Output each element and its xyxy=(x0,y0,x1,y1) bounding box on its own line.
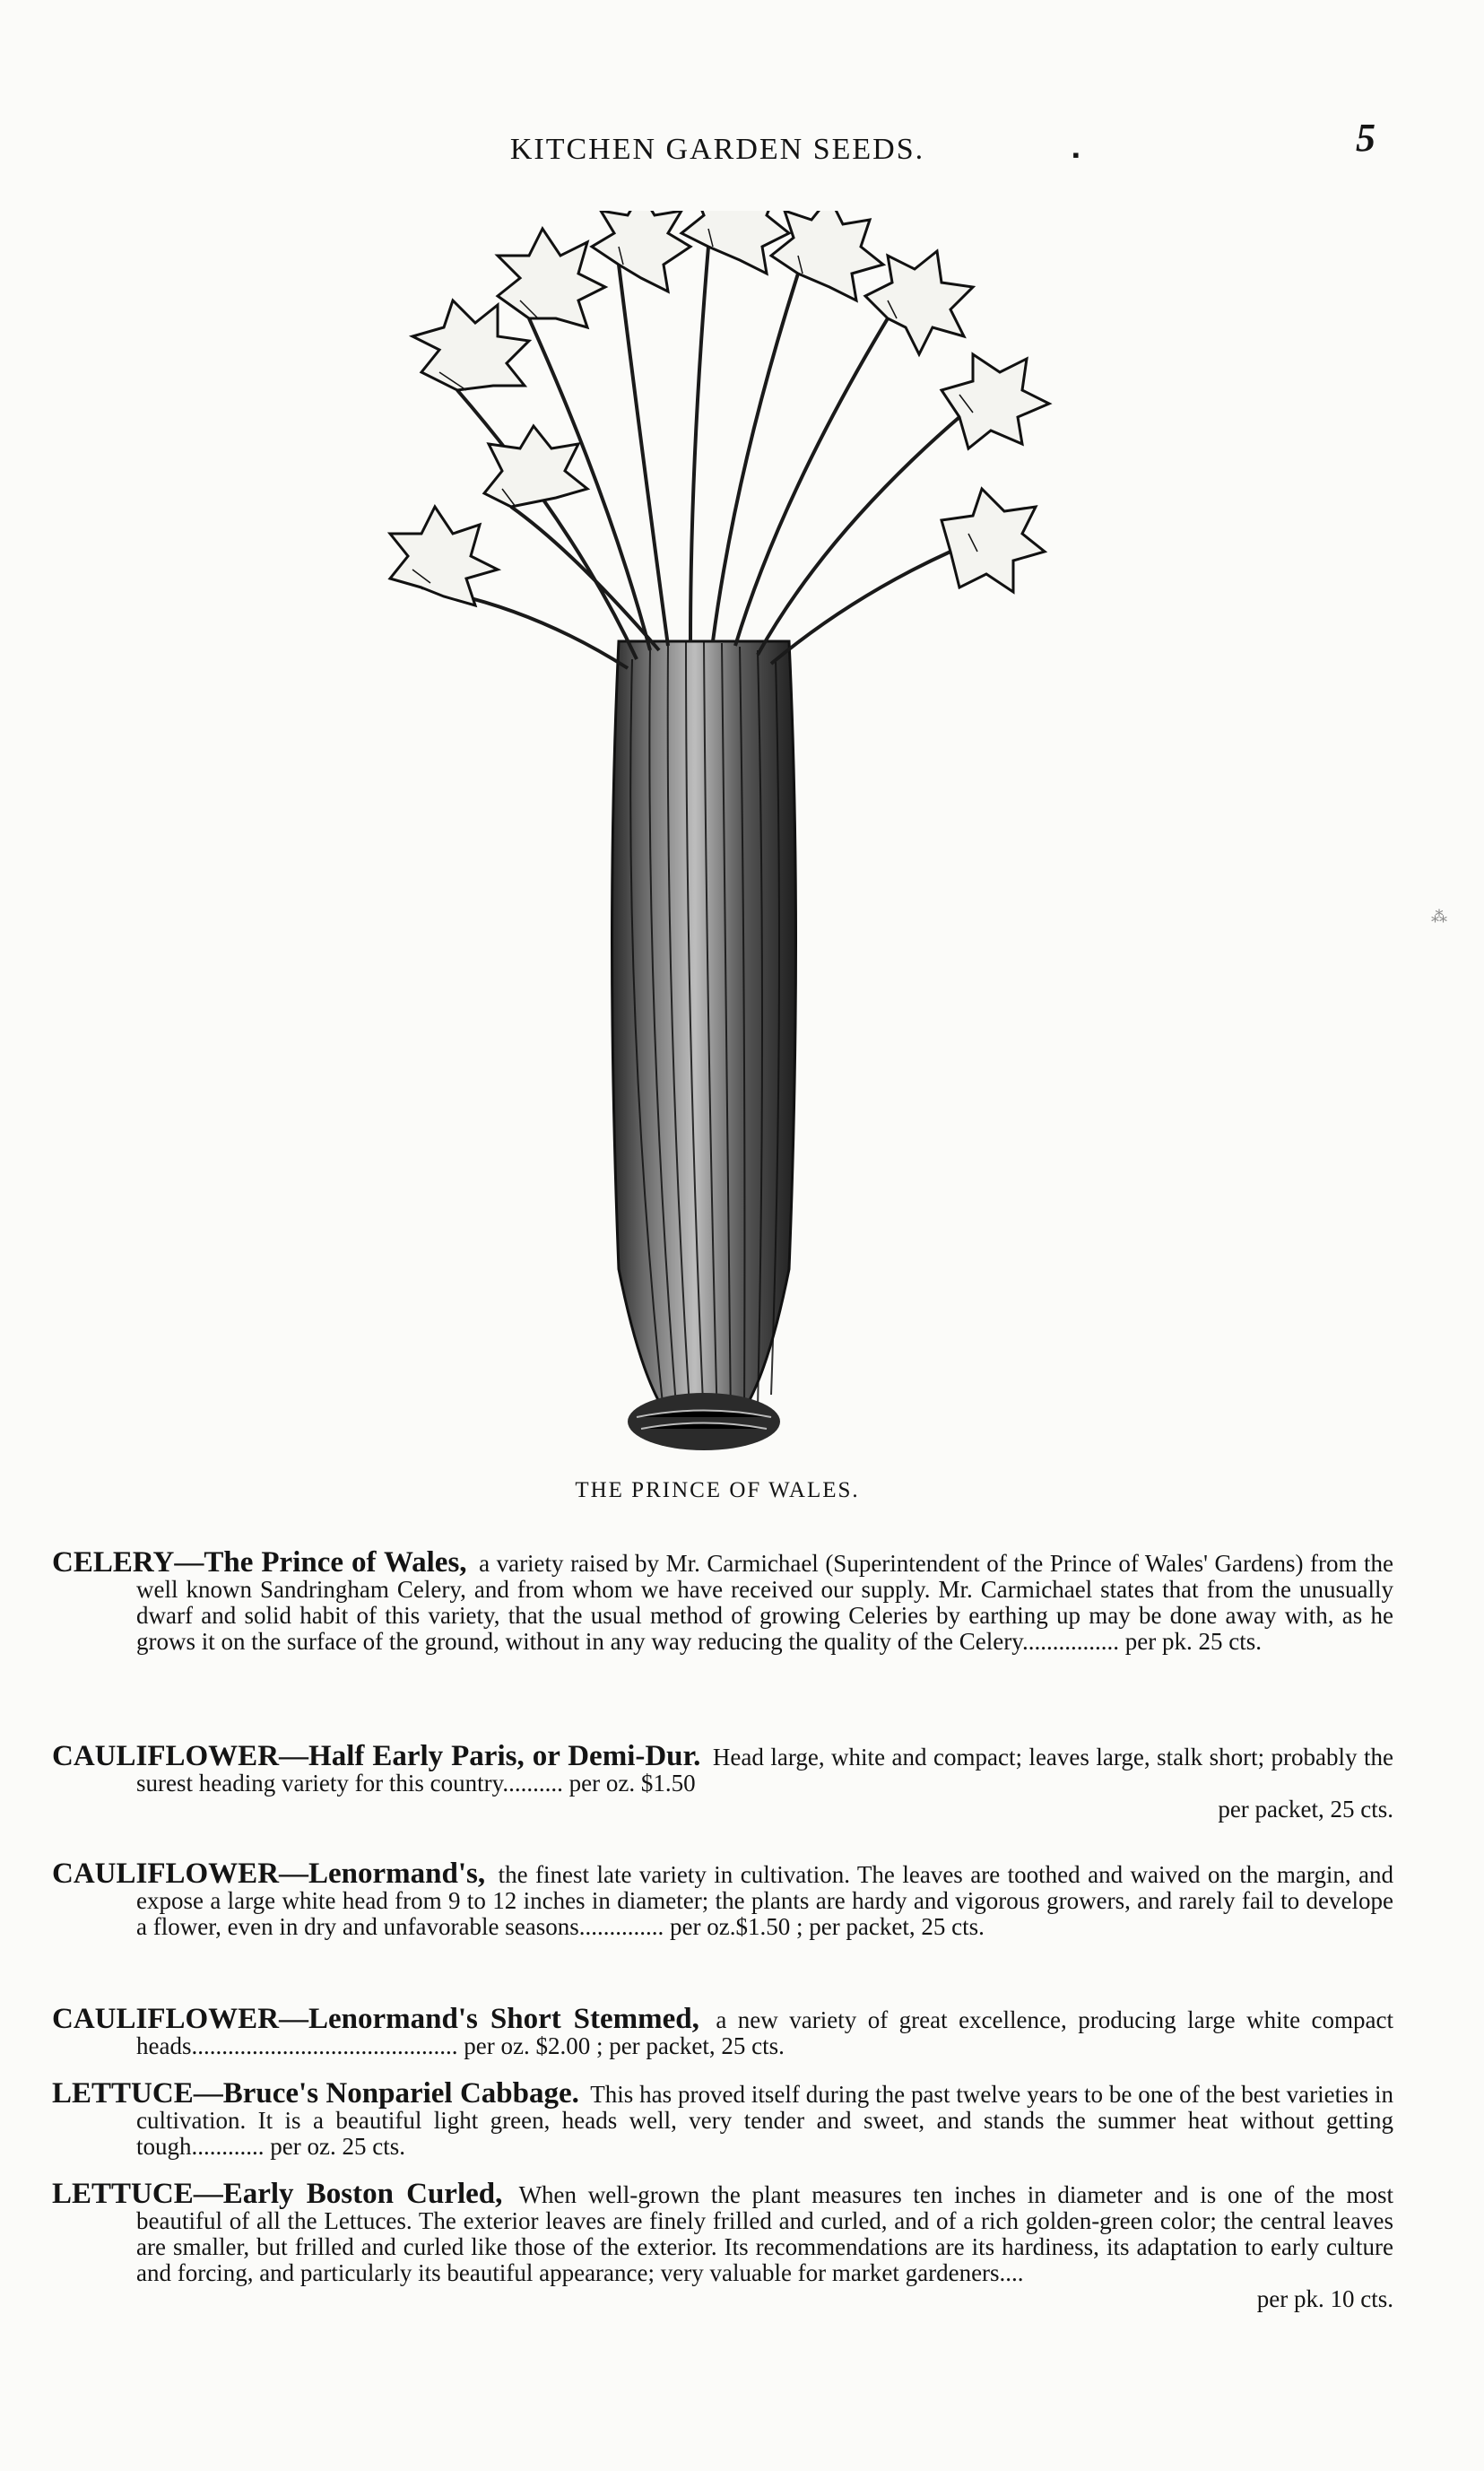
entry-price-secondary: per packet, 25 cts. xyxy=(1218,1796,1393,1823)
entry-title: LETTUCE—Early Boston Curled, xyxy=(52,2178,503,2210)
header-dot: ▪ xyxy=(1072,144,1080,166)
entry-price: per pk. 25 cts. xyxy=(1124,1628,1262,1655)
entry-celery-prince-of-wales xyxy=(52,1546,1393,1655)
entry-description: a variety raised by Mr. Carmichael (Superintendent of the Prince of Wales' Gardens) from the well known Sandringham Celery, and from whom we have received our supply. Mr. Carmichael states that from the unusually dwarf and solid habit of this variety, that the usual method of growing Celeries by earthing up may be done away with, as he grows it on the surface of the ground, without in any way reducing the quality of the Celery xyxy=(136,1550,1393,1655)
entry-title: LETTUCE—Bruce's Nonpariel Cabbage. xyxy=(52,2077,579,2110)
entry-lettuce-bruces-nonpariel xyxy=(52,2077,1393,2160)
entry-title: CELERY—The Prince of Wales, xyxy=(52,1546,467,1579)
celery-plant-icon xyxy=(350,211,1058,1466)
entry-cauliflower-short-stemmed xyxy=(52,2003,1393,2059)
illustration-caption: THE PRINCE OF WALES. xyxy=(575,1478,860,1502)
entry-description: When well-grown the plant measures ten inches in diameter and is one of the most beautiful of all the Lettuces. The exterior leaves are finely frilled and curled, and of a rich golden-green color; the central leaves are smaller, but frilled and curled like those of the exterior. Its recommendations are its hardiness, its adaptation to early culture and forcing, and particularly its beautiful appearance; very valuable for market gardeners.... xyxy=(136,2181,1393,2286)
entry-price: per pk. 10 cts. xyxy=(1256,2285,1393,2312)
dot-leader: ............ xyxy=(191,2133,265,2160)
entry-description: the finest late variety in cultivation. The leaves are toothed and waived on the margin, and expose a large white head from 9 to 12 inches in diameter; the plants are hardy and vigorous growers, and rarely fail to develope a flower, even in dry and unfavorable seasons xyxy=(136,1861,1394,1940)
entry-cauliflower-lenormands xyxy=(52,1858,1394,1940)
entry-price: per oz. $1.50 xyxy=(568,1770,696,1797)
dot-leader: .............. xyxy=(578,1913,664,1940)
entry-price: per oz. $2.00 ; per packet, 25 cts. xyxy=(464,2032,785,2059)
entry-title: CAULIFLOWER—Half Early Paris, or Demi-Dur. xyxy=(52,1740,701,1772)
dot-leader: .......... xyxy=(502,1770,563,1797)
page-number: 5 xyxy=(1356,116,1376,160)
entry-description: a new variety of great excellence, producing large white compact heads xyxy=(136,2006,1393,2059)
page-header-title: KITCHEN GARDEN SEEDS. xyxy=(509,133,925,166)
dot-leader: ................ xyxy=(1022,1628,1119,1655)
entry-cauliflower-half-early-paris xyxy=(52,1740,1393,1823)
entry-description: Head large, white and compact; leaves large, stalk short; probably the surest heading variety for this country xyxy=(136,1744,1393,1797)
entry-price: per oz. 25 cts. xyxy=(270,2133,405,2160)
entry-description: This has proved itself during the past twelve years to be one of the best varieties in cultivation. It is a beautiful light green, heads well, very tender and sweet, and stands the summer heat without getting tough xyxy=(136,2081,1393,2160)
dot-leader: ............................................ xyxy=(191,2032,458,2059)
stray-mark-icon: ⁂ xyxy=(1431,908,1447,926)
entry-price: per oz.$1.50 ; per packet, 25 cts. xyxy=(670,1913,985,1940)
entry-title: CAULIFLOWER—Lenormand's, xyxy=(52,1858,486,1890)
entry-title: CAULIFLOWER—Lenormand's Short Stemmed, xyxy=(52,2003,699,2035)
entry-lettuce-early-boston-curled xyxy=(52,2178,1393,2312)
